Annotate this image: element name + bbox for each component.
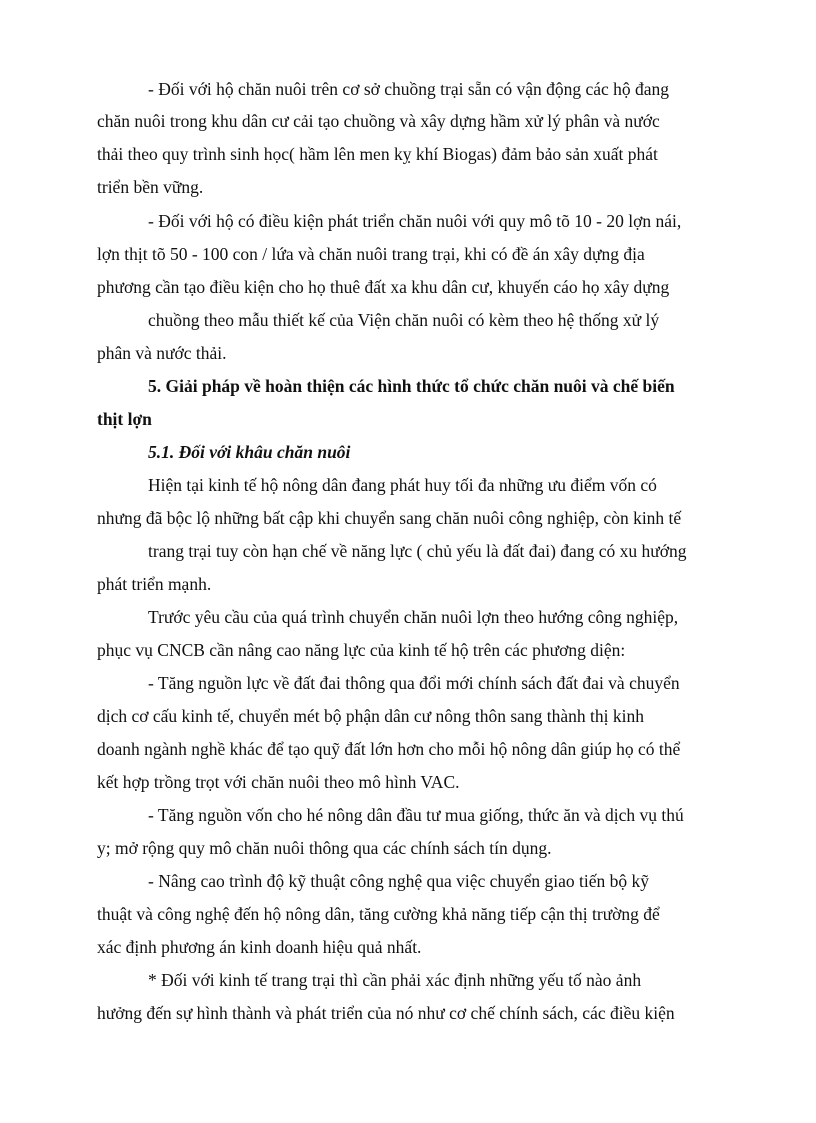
- paragraph-line: y; mở rộng quy mô chăn nuôi thông qua các chính sách tín dụng.: [97, 838, 552, 858]
- paragraph-line: triển bền vững.: [97, 177, 204, 197]
- paragraph-line: doanh ngành nghề khác để tạo quỹ đất lớn hơn cho mỗi hộ nông dân giúp họ có thể: [97, 739, 681, 759]
- paragraph-line: phân và nước thải.: [97, 343, 227, 363]
- paragraph-line: trang trại tuy còn hạn chế về năng lực ( chủ yếu là đất đai) đang có xu hướng: [148, 541, 687, 561]
- paragraph-line: - Tăng nguồn lực về đất đai thông qua đổi mới chính sách đất đai và chuyển: [148, 673, 680, 693]
- paragraph-line: - Đối với hộ có điều kiện phát triển chăn nuôi với quy mô tõ 10 - 20 lợn nái,: [148, 211, 682, 231]
- paragraph-line: thuật và công nghệ đến hộ nông dân, tăng cường khả năng tiếp cận thị trường để: [97, 904, 660, 924]
- paragraph-line: kết hợp trồng trọt với chăn nuôi theo mô hình VAC.: [97, 772, 460, 792]
- paragraph-line: dịch cơ cấu kinh tế, chuyển mét bộ phận dân cư nông thôn sang thành thị kinh: [97, 706, 645, 726]
- paragraph-line: lợn thịt tõ 50 - 100 con / lứa và chăn nuôi trang trại, khi có đề án xây dựng địa: [97, 244, 645, 264]
- paragraph-line: xác định phương án kinh doanh hiệu quả nhất.: [97, 937, 422, 957]
- paragraph-line: Hiện tại kinh tế hộ nông dân đang phát huy tối đa những ưu điểm vốn có: [148, 475, 657, 495]
- paragraph-line: hưởng đến sự hình thành và phát triển của nó như cơ chế chính sách, các điều kiện: [97, 1003, 675, 1023]
- paragraph-line: nhưng đã bộc lộ những bất cập khi chuyển sang chăn nuôi công nghiệp, còn kinh tế: [97, 508, 682, 528]
- paragraph-line: thải theo quy trình sinh học( hầm lên men kỵ khí Biogas) đảm bảo sản xuất phát: [97, 144, 658, 164]
- paragraph-line: chăn nuôi trong khu dân cư cải tạo chuồng và xây dựng hầm xử lý phân và nước: [97, 111, 660, 131]
- subsection-heading: 5.1. Đối với khâu chăn nuôi: [148, 442, 351, 462]
- paragraph-line: - Nâng cao trình độ kỹ thuật công nghệ qua việc chuyển giao tiến bộ kỹ: [148, 871, 650, 891]
- paragraph-line: Trước yêu cầu của quá trình chuyển chăn nuôi lợn theo hướng công nghiệp,: [148, 607, 679, 627]
- paragraph-line: * Đối với kinh tế trang trại thì cần phải xác định những yếu tố nào ảnh: [148, 970, 642, 990]
- section-heading: thịt lợn: [97, 409, 152, 429]
- paragraph-line: phương cần tạo điều kiện cho họ thuê đất xa khu dân cư, khuyến cáo họ xây dựng: [97, 277, 670, 297]
- paragraph-line: phát triển mạnh.: [97, 574, 212, 594]
- paragraph-line: chuồng theo mẫu thiết kế của Viện chăn nuôi có kèm theo hệ thống xử lý: [148, 310, 660, 330]
- paragraph-line: - Tăng nguồn vốn cho hé nông dân đầu tư mua giống, thức ăn và dịch vụ thú: [148, 805, 684, 825]
- paragraph-line: - Đối với hộ chăn nuôi trên cơ sở chuồng trại sẵn có vận động các hộ đang: [148, 79, 670, 99]
- section-heading: 5. Giải pháp về hoàn thiện các hình thức tổ chức chăn nuôi và chế biến: [148, 376, 675, 396]
- paragraph-line: phục vụ CNCB cần nâng cao năng lực của kinh tế hộ trên các phương diện:: [97, 640, 626, 660]
